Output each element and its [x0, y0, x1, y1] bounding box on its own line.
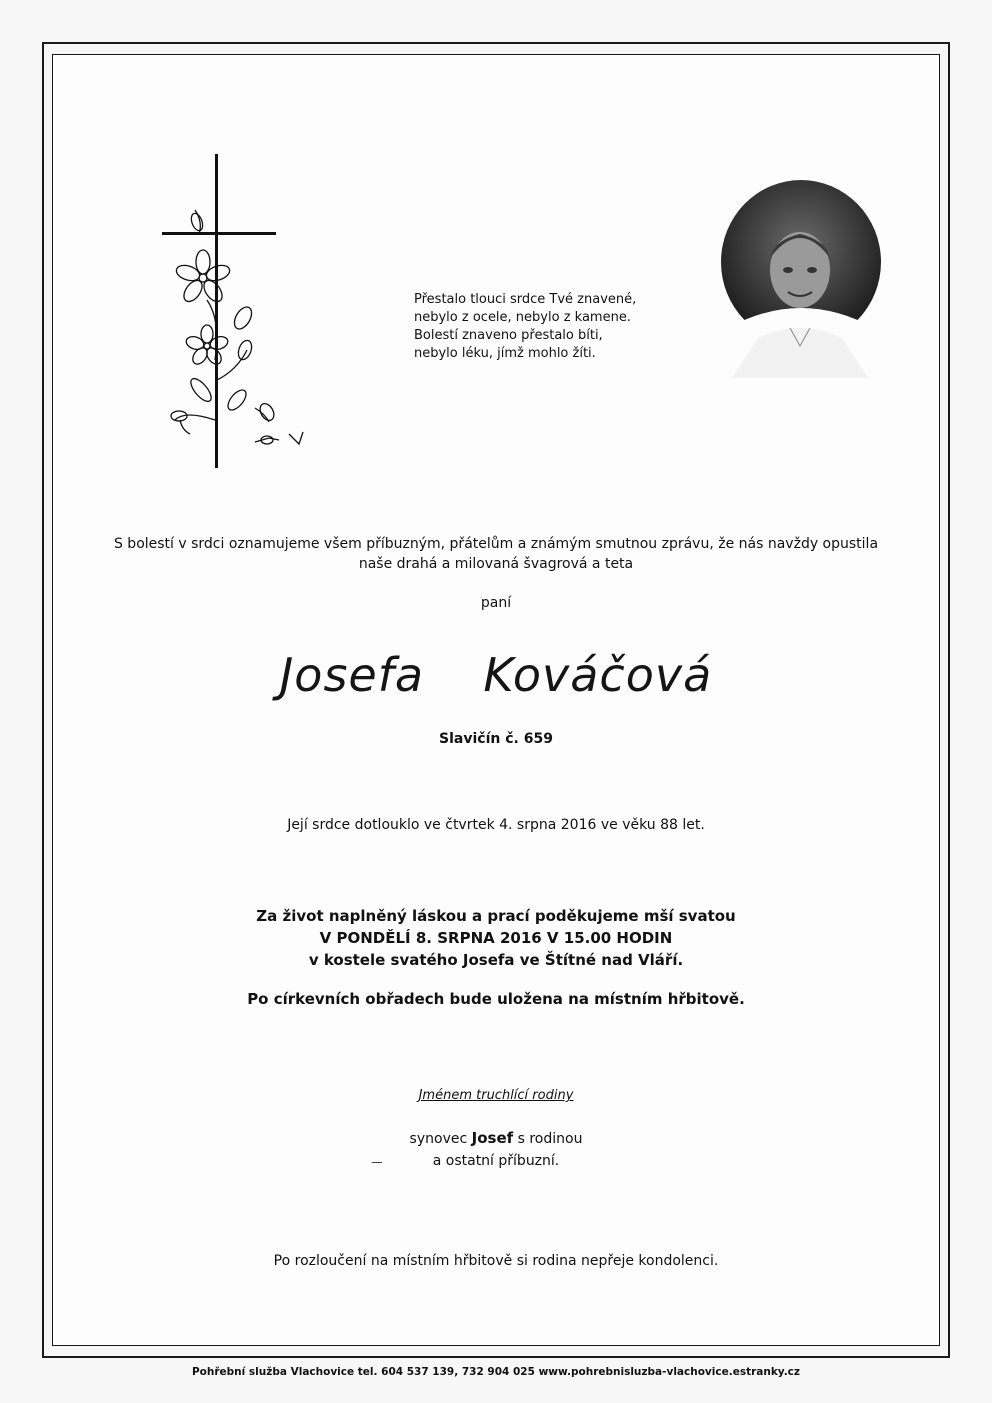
burial-note: Po církevních obřadech bude uložena na místním hřbitově. [247, 990, 745, 1008]
mourners-suffix: s rodinou [513, 1131, 583, 1147]
death-notice: Její srdce dotlouklo ve čtvrtek 4. srpna 2016 ve věku 88 let. [287, 817, 705, 833]
mourners-list [52, 1127, 940, 1172]
deceased-name: Josefa Kováčová [279, 648, 713, 702]
cross-with-flowers-icon [155, 150, 325, 470]
mourners-heading-text: Jménem truchlící rodiny [418, 1088, 574, 1103]
mourners-relation: synovec [409, 1131, 472, 1147]
portrait-photo [718, 178, 884, 378]
poem-line: Bolestí znaveno přestalo bíti, [414, 328, 603, 343]
poem-line: Přestalo tlouci srdce Tvé znavené, [414, 292, 637, 307]
footer-contact: Pohřební služba Vlachovice tel. 604 537 139, 732 904 025 www.pohrebnisluzba-vlachovice.estranky.cz [191, 1366, 801, 1378]
mourners-name: Josef [471, 1129, 514, 1147]
funeral-place: v kostele svatého Josefa ve Štítné nad Vláří. [308, 951, 684, 969]
mourners-heading [52, 1088, 940, 1103]
mourners-line [52, 1127, 940, 1150]
poem-line: nebylo z ocele, nebylo z kamene. [414, 310, 631, 325]
mourners-line: a ostatní příbuzní. [432, 1153, 560, 1169]
announcement-line: S bolestí v srdci oznamujeme všem příbuzným, přátelům a známým smutnou zprávu, že nás navždy opustila [113, 536, 879, 552]
funeral-datetime: V PONDĚLÍ 8. SRPNA 2016 V 15.00 HODIN [319, 929, 673, 947]
announcement-line: naše drahá a milovaná švagrová a teta [358, 556, 634, 572]
deceased-address: Slavičín č. 659 [439, 731, 553, 747]
funeral-details [52, 905, 940, 971]
funeral-line: Za život naplněný láskou a prací poděkujeme mší svatou [256, 907, 736, 925]
condolence-note: Po rozloučení na místním hřbitově si rodina nepřeje kondolenci. [273, 1253, 719, 1269]
honorific: paní [480, 595, 512, 611]
announcement [52, 534, 940, 574]
poem-line: nebylo léku, jímž mohlo žíti. [414, 346, 596, 361]
poem [414, 291, 674, 363]
